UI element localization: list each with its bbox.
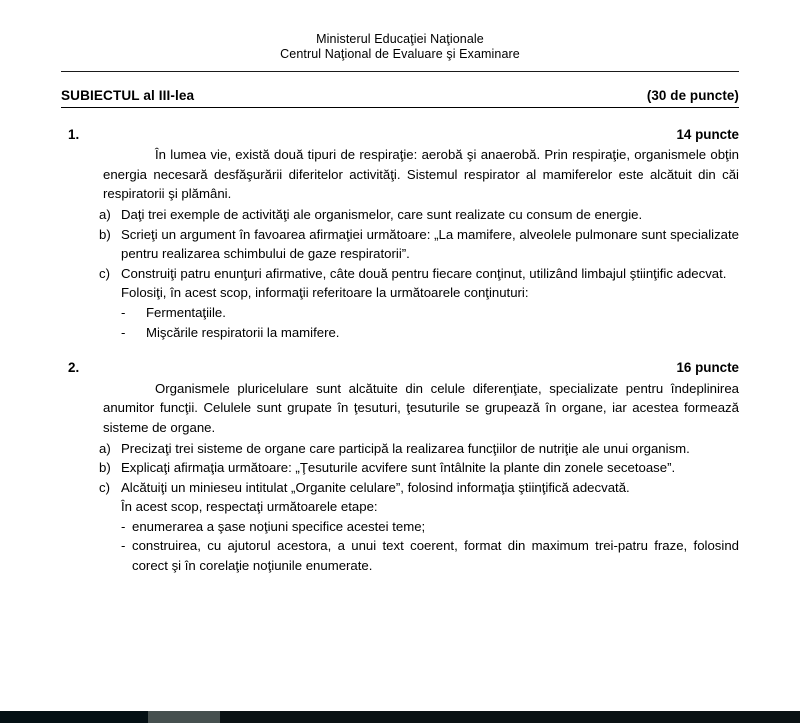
- subject-title: SUBIECTUL al III-lea: [61, 88, 195, 103]
- bullet-text: Fermentaţiile.: [146, 304, 226, 320]
- bullet-text: Mişcările respiratorii la mamifere.: [146, 324, 340, 340]
- item-text: Alcătuiţi un minieseu intitulat „Organite celulare”, folosind informaţia ştiinţifică adecvată.: [121, 479, 630, 495]
- question-1-points: 14 puncte: [676, 126, 739, 142]
- subject-points: (30 de puncte): [646, 88, 739, 103]
- item-marker: b): [99, 460, 111, 476]
- item-text: Explicaţi afirmaţia următoare: „Ţesuturile acvifere sunt întâlnite la plante din zonele secetoase”.: [121, 460, 676, 476]
- subject-heading: [61, 86, 739, 108]
- item-text: Construiţi patru enunţuri afirmative, câte două pentru fiecare conţinut, utilizând limbajul ştiinţific adecvat.: [121, 265, 727, 281]
- question-2: [61, 358, 739, 576]
- list-item: [121, 303, 739, 323]
- question-1-item-c-bullets: [121, 303, 739, 342]
- question-2-item-b: [61, 458, 739, 478]
- item-marker: a): [99, 440, 111, 456]
- item-text: Daţi trei exemple de activităţi ale organismelor, care sunt realizate cu consum de energie.: [121, 206, 643, 222]
- question-2-item-c: [61, 478, 739, 576]
- question-2-intro: Organismele pluricelulare sunt alcătuite din celule diferenţiate, specializate pentru îndeplinirea anumitor funcţii. Celulele sunt grupate în ţesuturi, ţesuturile se grupează în organe, iar acestea formează sisteme de organe.: [103, 380, 739, 435]
- ministry-line: Ministerul Educaţiei Naţionale: [316, 32, 484, 46]
- window-bottom-strip: [0, 711, 800, 723]
- question-2-items: [61, 439, 739, 576]
- list-item: [121, 536, 739, 575]
- question-2-item-c-note: În acest scop, respectaţi următoarele etape:: [121, 499, 378, 515]
- question-1-item-c: [61, 264, 739, 342]
- dash-bullet-icon: -: [121, 518, 126, 534]
- item-marker: a): [99, 206, 111, 222]
- bottom-strip-segment-left: [0, 711, 148, 723]
- question-1: [61, 125, 739, 343]
- list-item: [121, 323, 739, 343]
- question-2-number: 2.: [68, 360, 80, 376]
- question-1-item-a: [61, 205, 739, 225]
- item-marker: c): [99, 265, 110, 281]
- bullet-text: construirea, cu ajutorul acestora, a unui text coerent, format din maximum trei-patru fraze, folosind corect şi în corelaţie noţiunile enumerate.: [132, 538, 739, 574]
- question-2-points: 16 puncte: [676, 360, 739, 376]
- question-1-item-b: [61, 225, 739, 264]
- dash-bullet-icon: -: [121, 538, 126, 554]
- bullet-text: enumerarea a şase noţiuni specifice acestei teme;: [132, 518, 426, 534]
- question-1-items: [61, 205, 739, 342]
- dash-bullet-icon: -: [121, 304, 126, 320]
- document-header: [0, 0, 800, 62]
- item-text: Precizaţi trei sisteme de organe care participă la realizarea funcţiilor de nutriţie ale unui organism.: [121, 440, 690, 456]
- question-1-intro: În lumea vie, există două tipuri de respiraţie: aerobă şi anaerobă. Prin respiraţie, organismele obţin energia necesară desfăşurării diferitelor activităţi. Sistemul respirator al mamiferelor este alcătuit din căi respiratorii şi plămâni.: [103, 147, 739, 202]
- item-marker: b): [99, 226, 111, 242]
- item-marker: c): [99, 479, 110, 495]
- question-2-item-a: [61, 439, 739, 459]
- question-2-item-c-bullets: [121, 517, 739, 576]
- item-text: Scrieţi un argument în favoarea afirmaţiei următoare: „La mamifere, alveolele pulmonare sunt specializate pentru realizarea schimbului de gaze respiratorii”.: [121, 226, 739, 262]
- dash-bullet-icon: -: [121, 324, 126, 340]
- list-item: [121, 517, 739, 537]
- bottom-strip-segment-middle: [148, 711, 220, 723]
- question-1-number: 1.: [68, 126, 80, 142]
- document-content: [61, 72, 739, 576]
- question-1-item-c-note: Folosiţi, în acest scop, informaţii referitoare la următoarele conţinuturi:: [121, 285, 529, 301]
- question-2-header: [61, 358, 739, 378]
- bottom-strip-segment-right: [220, 711, 800, 723]
- center-line: Centrul Naţional de Evaluare şi Examinare: [280, 47, 520, 61]
- question-1-header: [61, 125, 739, 145]
